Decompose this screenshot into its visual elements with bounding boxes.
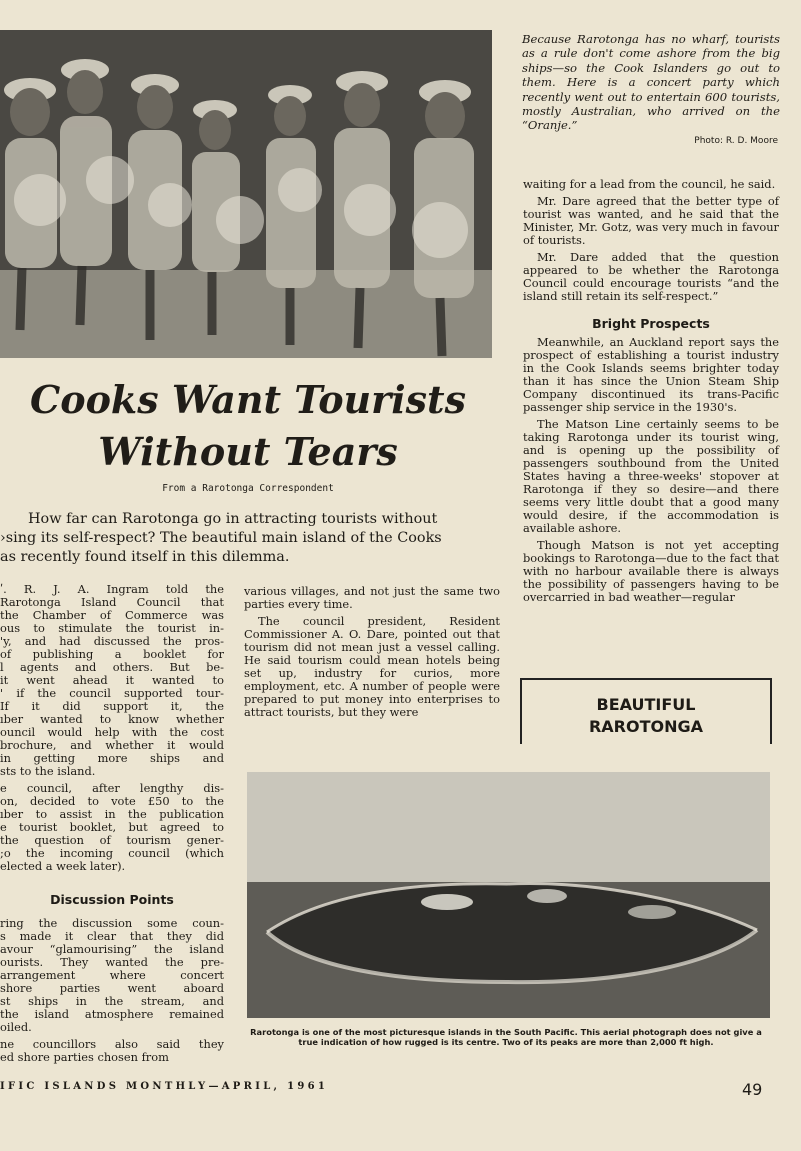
column-1-line: ;o the incoming council (which [0, 847, 224, 860]
column-1-para-3 [0, 917, 224, 1034]
column-1-line: oiled. [0, 1021, 32, 1034]
column-1-para-1 [0, 583, 224, 778]
column-1-line: ıber to assist in the publication [0, 808, 224, 821]
column-1-line: avour “glamourising” the island [0, 943, 224, 956]
subhead-discussion-points: Discussion Points [50, 892, 174, 907]
column-1-line: l agents and others. But be- [0, 661, 224, 674]
aerial-photo-illustration [247, 772, 770, 1018]
column-1-line: ne councillors also said they [0, 1038, 224, 1051]
column-3-para-3: Mr. Dare added that the question appeared to be whether the Rarotonga Council could encourage tourists “and the island still retain its self-respect.” [523, 250, 779, 303]
column-1-line: Rarotonga Island Council that [0, 596, 224, 609]
column-1-line: ıber wanted to know whether [0, 713, 224, 726]
column-1-line: ourists. They wanted the pre- [0, 956, 224, 969]
subhead-bright-prospects: Bright Prospects [592, 316, 710, 331]
column-1-line: on, decided to vote £50 to the [0, 795, 224, 808]
intro-paragraph [0, 510, 482, 567]
column-1-line: the question of tourism gener- [0, 834, 224, 847]
column-1-line: in getting more ships and [0, 752, 224, 765]
column-1-line: ' if the council supported tour- [0, 687, 224, 700]
aerial-photo [247, 772, 770, 1018]
column-1-line: ouncil would help with the cost [0, 726, 224, 739]
concert-party-photo [0, 30, 492, 358]
column-1-line: arrangement where concert [0, 969, 224, 982]
aerial-photo-caption: Rarotonga is one of the most picturesque islands in the South Pacific. This aerial photograph does not give a true indication of how rugged is its centre. Two of its peaks are more than 2,000 ft high. [250, 1027, 762, 1047]
column-3 [523, 178, 779, 608]
intro-line: ›sing its self-respect? The beautiful main island of the Cooks [0, 530, 442, 546]
column-3-para-4: Meanwhile, an Auckland report says the prospect of establishing a tourist industry in the Cook Islands seems brighter today than it has since the Union Steam Ship Company discontinued its trans-Pacific passenger ship service in the 1930's. [523, 335, 779, 414]
intro-line: as recently found itself in this dilemma. [0, 549, 290, 565]
column-1-line: shore parties went aboard [0, 982, 224, 995]
headline-line-2: Without Tears [98, 429, 398, 474]
column-1-line: of publishing a booklet for [0, 648, 224, 661]
byline: From a Rarotonga Correspondent [162, 483, 334, 494]
column-1-line: ring the discussion some coun- [0, 917, 224, 930]
column-1-line: the Chamber of Commerce was [0, 609, 224, 622]
column-1-para-4 [0, 1038, 224, 1064]
column-1-line: ed shore parties chosen from [0, 1051, 169, 1064]
column-1-line: s made it clear that they did [0, 930, 224, 943]
column-1-line: the island atmosphere remained [0, 1008, 224, 1021]
column-1-line: sts to the island. [0, 765, 96, 778]
top-photo-caption: Because Rarotonga has no wharf, tourists as a rule don't come ashore from the big ships—so the Cook Islanders go out to them. Here is a concert party which recently went out to entertain 600 tourists, mostly Australian, who arrived on the “Oranje.” [522, 32, 780, 133]
column-1-line: If it did support it, the [0, 700, 224, 713]
column-1-line: st ships in the stream, and [0, 995, 224, 1008]
column-2-para-1: various villages, and not just the same two parties every time. [244, 584, 500, 611]
column-3-para-2: Mr. Dare agreed that the better type of tourist was wanted, and he said that the Minister, Mr. Gotz, was very much in favour of tourists. [523, 194, 779, 247]
box-title-line-2: RAROTONGA [588, 717, 704, 736]
column-1-line: 'y, and had discussed the pros- [0, 635, 224, 648]
column-1-line: e council, after lengthy dis- [0, 782, 224, 795]
concert-party-photo-illustration [0, 30, 492, 358]
column-1-line: elected a week later). [0, 860, 126, 873]
column-1-line: it went ahead it wanted to [0, 674, 224, 687]
column-1 [0, 583, 224, 1064]
box-title-line-1: BEAUTIFUL [596, 695, 696, 714]
column-1-line: ous to stimulate the tourist in- [0, 622, 224, 635]
page-number: 49 [742, 1080, 763, 1099]
headline-line-1: Cooks Want Tourists [30, 377, 466, 422]
column-3-para-6: Though Matson is not yet accepting bookings to Rarotonga—due to the fact that with no harbour available there is always the possibility of passengers having to be overcarried in bad weather—regular [523, 538, 779, 604]
column-1-line: e tourist booklet, but agreed to [0, 821, 224, 834]
running-footer: IFIC ISLANDS MONTHLY—APRIL, 1961 [0, 1081, 329, 1092]
photo-credit: Photo: R. D. Moore [694, 136, 778, 146]
column-1-line: brochure, and whether it would [0, 739, 224, 752]
column-2 [244, 585, 500, 723]
column-3-para-5: The Matson Line certainly seems to be taking Rarotonga under its tourist wing, and is opening up the possibility of passengers southbound from the United States having a three-weeks' stopover at Rarotonga if they so desire—and there seems very little doubt that a good many would desire, if the accommodation is available ashore. [523, 417, 779, 535]
intro-line: How far can Rarotonga go in attracting tourists without [28, 511, 438, 527]
headline [18, 374, 478, 478]
column-1-line: ʹ. R. J. A. Ingram told the [0, 583, 224, 596]
column-3-para-1: waiting for a lead from the council, he said. [523, 177, 776, 191]
column-2-para-2: The council president, Resident Commissioner A. O. Dare, pointed out that tourism did not mean just a vessel calling. He said tourism could mean hotels being set up, industry for curios, more employment, etc. A number of people were prepared to put money into enterprises to attract tourists, but they were [244, 614, 500, 719]
beautiful-rarotonga-box [520, 678, 772, 744]
column-1-para-2 [0, 782, 224, 873]
